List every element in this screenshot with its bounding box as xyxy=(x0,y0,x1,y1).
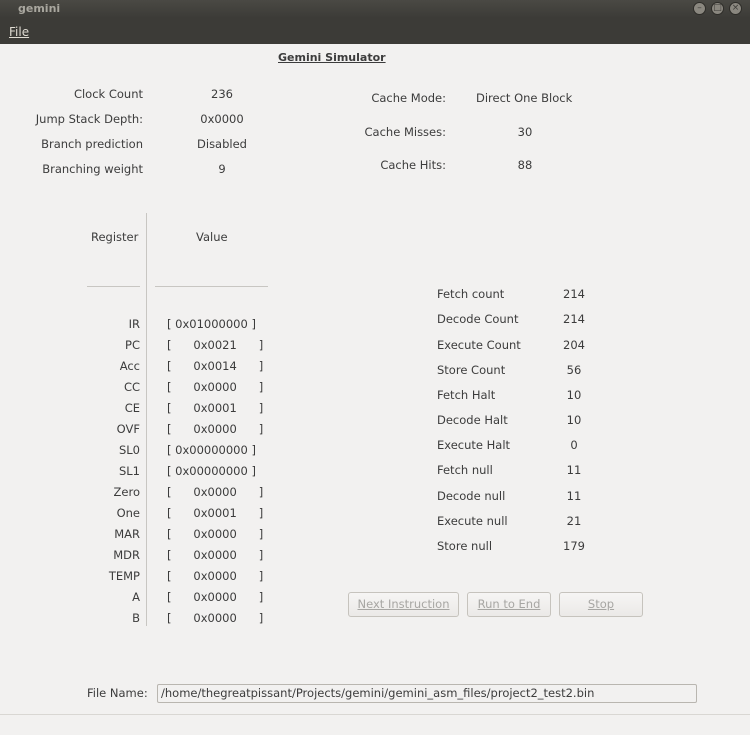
file-path-field[interactable]: /home/thegreatpissant/Projects/gemini/gemini_asm_files/project2_test2.bin xyxy=(157,684,697,703)
pipeline-value: 0 xyxy=(570,438,578,452)
pipeline-label: Store null xyxy=(437,539,493,553)
register-value: [ 0x0000 ] xyxy=(167,569,264,583)
pipeline-value: 11 xyxy=(566,463,582,477)
register-value: [ 0x0000 ] xyxy=(167,485,264,499)
register-value: [ 0x0021 ] xyxy=(167,338,264,352)
register-value: [ 0x0000 ] xyxy=(167,527,264,541)
pipeline-value: 204 xyxy=(563,338,585,352)
pipeline-label: Execute Halt xyxy=(437,438,511,452)
pipeline-label: Fetch Halt xyxy=(437,388,496,402)
register-value: [ 0x00000000 ] xyxy=(167,464,256,478)
pipeline-value: 214 xyxy=(563,287,585,301)
register-column-header: Register xyxy=(91,230,139,244)
register-value: [ 0x0000 ] xyxy=(167,548,264,562)
register-name: OVF xyxy=(116,422,140,436)
pipeline-value: 56 xyxy=(566,363,582,377)
register-name: Zero xyxy=(113,485,140,499)
pipeline-label: Decode Halt xyxy=(437,413,508,427)
pipeline-label: Execute Count xyxy=(437,338,521,352)
pipeline-label: Fetch null xyxy=(437,463,493,477)
pipeline-value: 10 xyxy=(566,388,582,402)
pipeline-value: 10 xyxy=(566,413,582,427)
page-title: Gemini Simulator xyxy=(278,51,386,64)
window-title: gemini xyxy=(18,2,61,15)
register-value: [ 0x0000 ] xyxy=(167,611,264,625)
pipeline-label: Decode Count xyxy=(437,312,519,326)
register-name: TEMP xyxy=(108,569,140,583)
stat-label: Branch prediction xyxy=(41,137,143,151)
register-value: [ 0x0000 ] xyxy=(167,380,264,394)
cache-value: 88 xyxy=(517,158,533,172)
register-value: [ 0x0000 ] xyxy=(167,422,264,436)
register-value: [ 0x01000000 ] xyxy=(167,317,256,331)
register-name: MAR xyxy=(114,527,140,541)
cache-value: 30 xyxy=(517,125,533,139)
pipeline-label: Fetch count xyxy=(437,287,505,301)
menu-file[interactable]: File xyxy=(9,25,30,39)
register-name: MDR xyxy=(113,548,140,562)
cache-label: Cache Hits: xyxy=(380,158,446,172)
register-value: [ 0x00000000 ] xyxy=(167,443,256,457)
run-to-end-button[interactable]: Run to End xyxy=(467,592,551,617)
register-name: Acc xyxy=(119,359,140,373)
pipeline-value: 179 xyxy=(563,539,585,553)
minimize-icon[interactable]: – xyxy=(693,2,706,15)
title-bar xyxy=(0,0,750,18)
register-name: SL0 xyxy=(118,443,140,457)
stat-label: Clock Count xyxy=(73,87,143,101)
menu-bar xyxy=(0,18,750,44)
pipeline-value: 21 xyxy=(566,514,582,528)
stop-button[interactable]: Stop xyxy=(559,592,643,617)
close-icon[interactable]: × xyxy=(729,2,742,15)
stat-value: 0x0000 xyxy=(200,112,244,126)
register-name: IR xyxy=(128,317,140,331)
register-name: PC xyxy=(125,338,140,352)
cache-label: Cache Mode: xyxy=(371,91,446,105)
file-name-label: File Name: xyxy=(87,686,148,700)
next-instruction-button[interactable]: Next Instruction xyxy=(348,592,459,617)
register-name: CE xyxy=(124,401,140,415)
pipeline-label: Execute null xyxy=(437,514,508,528)
pipeline-value: 11 xyxy=(566,489,582,503)
pipeline-value: 214 xyxy=(563,312,585,326)
pipeline-label: Store Count xyxy=(437,363,506,377)
register-name: B xyxy=(132,611,140,625)
column-divider xyxy=(146,213,147,626)
stat-value: 236 xyxy=(211,87,233,101)
register-name: SL1 xyxy=(118,464,140,478)
stat-value: Disabled xyxy=(197,137,247,151)
register-name: A xyxy=(132,590,140,604)
stat-label: Branching weight xyxy=(42,162,143,176)
stat-value: 9 xyxy=(218,162,226,176)
maximize-icon[interactable]: □ xyxy=(711,2,724,15)
register-name: CC xyxy=(123,380,140,394)
register-name: One xyxy=(116,506,140,520)
register-value: [ 0x0001 ] xyxy=(167,506,264,520)
stat-label: Jump Stack Depth: xyxy=(35,112,143,126)
value-column-header: Value xyxy=(196,230,228,244)
header-separator xyxy=(87,286,140,287)
pipeline-label: Decode null xyxy=(437,489,506,503)
status-divider xyxy=(0,714,750,715)
cache-value: Direct One Block xyxy=(476,91,573,105)
cache-label: Cache Misses: xyxy=(364,125,446,139)
register-value: [ 0x0001 ] xyxy=(167,401,264,415)
register-value: [ 0x0014 ] xyxy=(167,359,264,373)
header-separator xyxy=(155,286,268,287)
register-value: [ 0x0000 ] xyxy=(167,590,264,604)
